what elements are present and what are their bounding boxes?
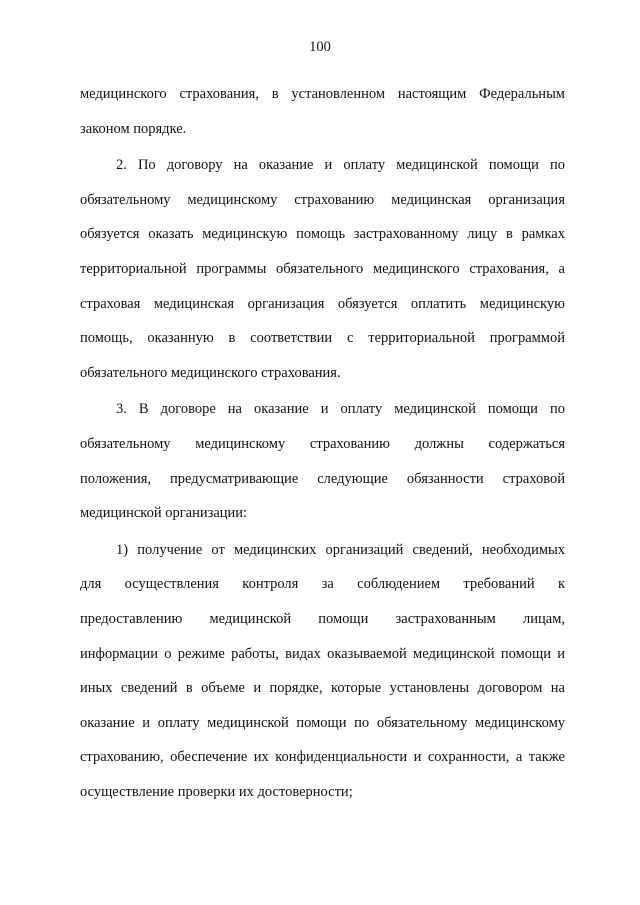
text-line: территориальной программы обязательного медицинского страхования, а: [80, 260, 565, 277]
text-line: информации о режиме работы, видах оказываемой медицинской помощи и: [80, 645, 565, 662]
text-line: 2. По договору на оказание и оплату медицинской помощи по: [116, 157, 565, 174]
text-line: медицинской организации:: [80, 505, 248, 522]
text-line: обязательному медицинскому страхованию должны содержаться: [80, 435, 565, 452]
text-line: помощь, оказанную в соответствии с территориальной программой: [80, 330, 565, 347]
text-line: осуществление проверки их достоверности;: [80, 783, 353, 800]
text-line: страхованию, обеспечение их конфиденциальности и сохранности, а также: [80, 749, 565, 766]
text-line: законом порядке.: [80, 120, 187, 137]
text-line: иных сведений в объеме и порядке, которые установлены договором на: [80, 680, 565, 697]
text-line: положения, предусматривающие следующие обязанности страховой: [80, 470, 565, 487]
text-line: предоставлению медицинской помощи застрахованным лицам,: [80, 610, 565, 627]
page-number: 100: [309, 39, 331, 55]
text-line: оказание и оплату медицинской помощи по обязательному медицинскому: [80, 714, 565, 731]
document-body: [80, 77, 565, 809]
text-line: 1) получение от медицинских организаций сведений, необходимых: [116, 541, 565, 558]
text-line: обязуется оказать медицинскую помощь застрахованному лицу в рамках: [80, 226, 565, 243]
text-line: страховая медицинская организация обязуется оплатить медицинскую: [80, 295, 565, 312]
text-line: 3. В договоре на оказание и оплату медицинской помощи по: [116, 401, 565, 418]
text-line: для осуществления контроля за соблюдением требований к: [80, 576, 565, 593]
text-line: обязательного медицинского страхования.: [80, 364, 341, 381]
text-line: медицинского страхования, в установленном настоящим Федеральным: [80, 86, 565, 102]
text-line: обязательному медицинскому страхованию медицинская организация: [80, 191, 565, 208]
